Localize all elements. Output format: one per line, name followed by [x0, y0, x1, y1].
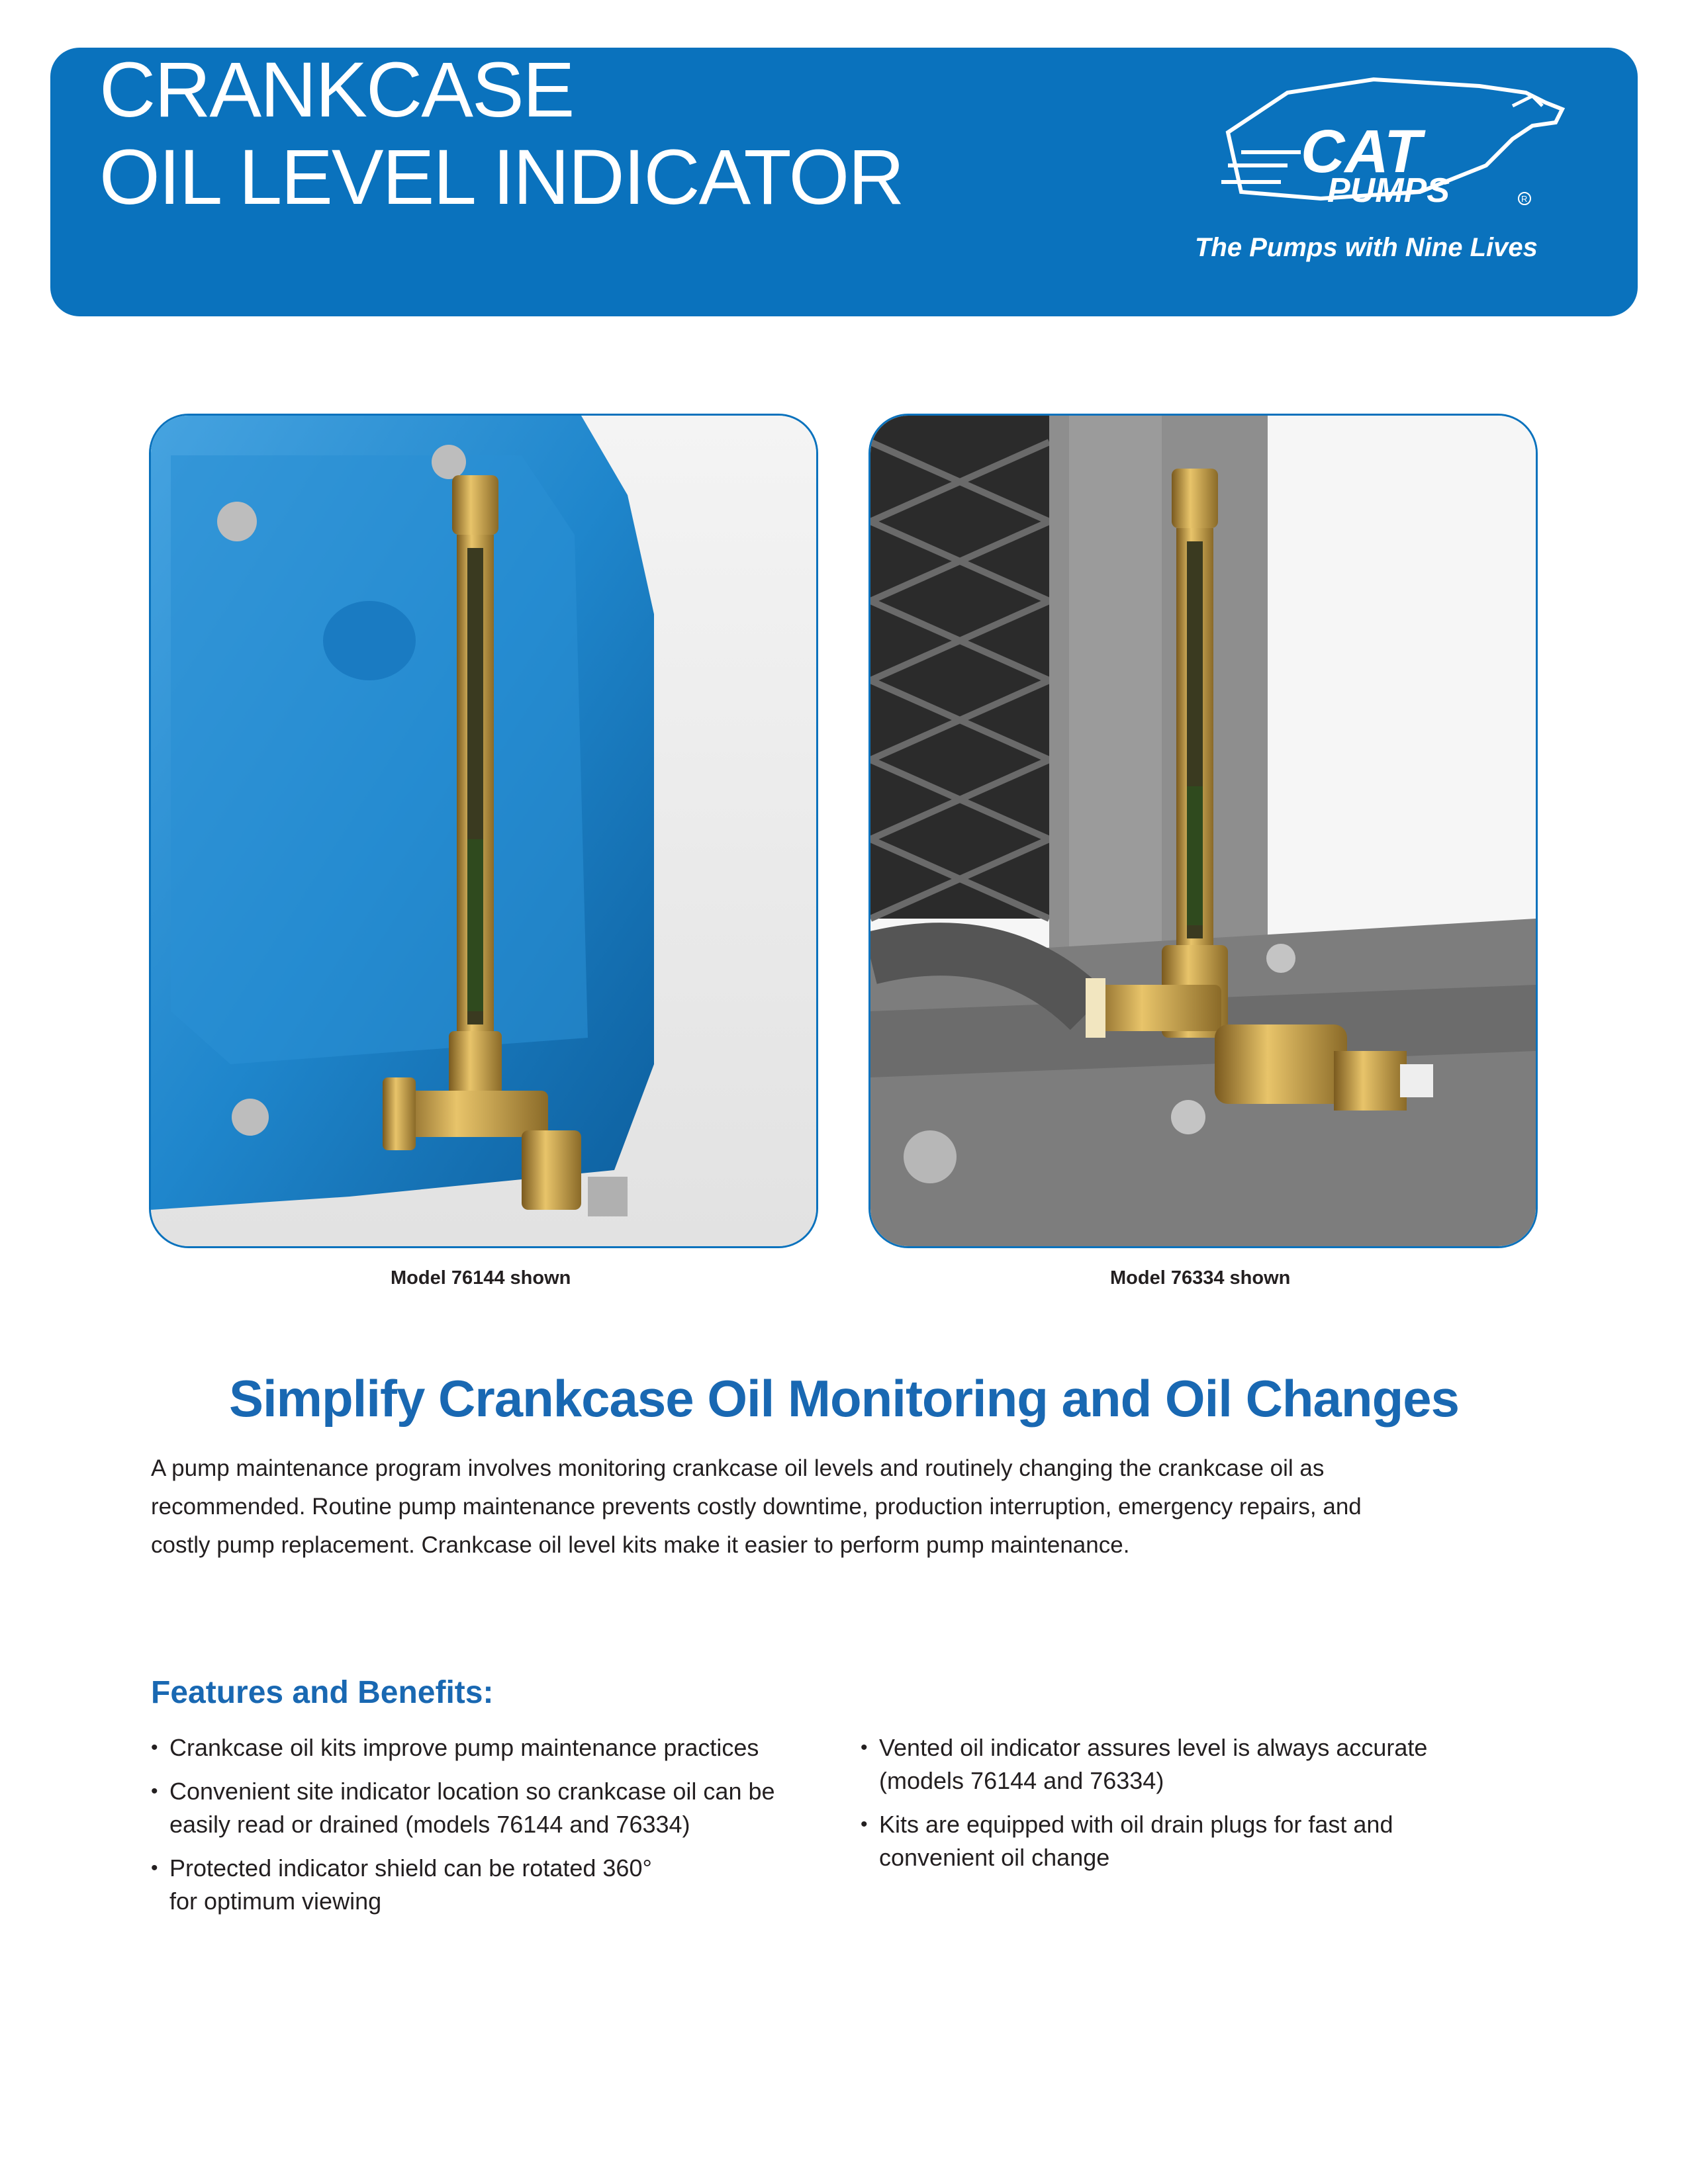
product-photo-76334: [868, 414, 1538, 1248]
intro-line-1: A pump maintenance program involves monitoring crankcase oil levels and routinely changing the crankcase oil as: [151, 1455, 1325, 1481]
bullet-icon: •: [151, 1780, 158, 1802]
svg-text:R: R: [1521, 194, 1528, 204]
feature-item: [151, 1731, 813, 1764]
title-line-1: CRANKCASE: [99, 46, 574, 134]
photo-caption-1: Model 76144 shown: [391, 1267, 571, 1289]
features-heading: Features and Benefits:: [151, 1675, 494, 1710]
feature-text: Vented oil indicator assures level is always accurate: [879, 1734, 1428, 1761]
bullet-icon: •: [861, 1813, 868, 1835]
logo-text-pumps: PUMPS: [1327, 171, 1450, 210]
feature-item: [861, 1808, 1523, 1874]
cat-pumps-logo: [1201, 40, 1572, 238]
feature-text: Convenient site indicator location so crankcase oil can be: [169, 1778, 775, 1805]
feature-text: Protected indicator shield can be rotated 360°: [169, 1854, 652, 1882]
feature-text: (models 76144 and 76334): [879, 1767, 1164, 1794]
photo-caption-2: Model 76334 shown: [1110, 1267, 1291, 1289]
feature-item: [151, 1852, 813, 1918]
intro-paragraph: [151, 1449, 1561, 1565]
intro-line-2: recommended. Routine pump maintenance prevents costly downtime, production interruption, emergency repairs, and: [151, 1494, 1362, 1520]
tagline: The Pumps with Nine Lives: [1195, 233, 1538, 262]
bullet-icon: •: [861, 1737, 868, 1758]
intro-line-3: costly pump replacement. Crankcase oil level kits make it easier to perform pump maintenance.: [151, 1532, 1130, 1558]
feature-item: [861, 1731, 1523, 1797]
features-left-column: [151, 1731, 813, 1929]
bullet-icon: •: [151, 1737, 158, 1758]
feature-text: easily read or drained (models 76144 and 76334): [169, 1811, 690, 1838]
feature-text: Kits are equipped with oil drain plugs for fast and: [879, 1811, 1393, 1838]
features-right-column: [861, 1731, 1523, 1885]
feature-text: Crankcase oil kits improve pump maintenance practices: [169, 1734, 759, 1761]
page-title: [99, 46, 903, 221]
title-line-2: OIL LEVEL INDICATOR: [99, 134, 904, 221]
feature-item: [151, 1775, 813, 1841]
feature-text: for optimum viewing: [169, 1888, 382, 1915]
bullet-icon: •: [151, 1857, 158, 1879]
section-headline: Simplify Crankcase Oil Monitoring and Oil Changes: [228, 1369, 1459, 1428]
feature-text: convenient oil change: [879, 1844, 1110, 1871]
product-photo-76144: [149, 414, 818, 1248]
logo-text-cat: CAT: [1301, 118, 1422, 185]
